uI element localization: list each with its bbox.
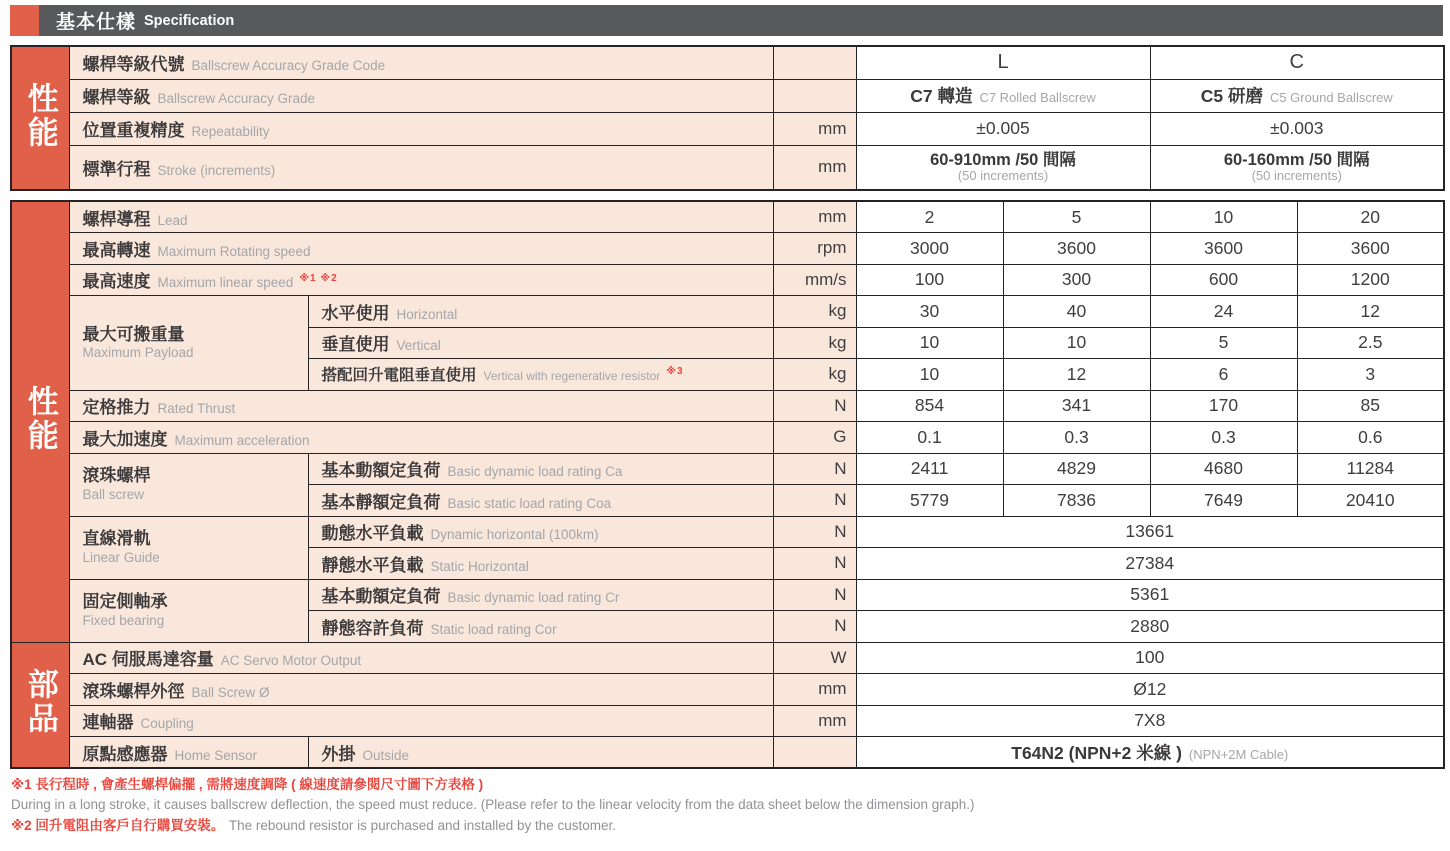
label-rotating-speed — [69, 233, 773, 265]
value-cell: 24 — [1150, 296, 1297, 328]
label-group-payload — [69, 296, 308, 391]
sidebar-parts — [11, 642, 69, 768]
label-group-linear-guide — [69, 516, 308, 579]
label-en: Ball Screw Ø — [191, 684, 270, 700]
label-en: Fixed bearing — [82, 612, 165, 628]
label-en: Stroke (increments) — [157, 162, 276, 178]
label-en: Maximum acceleration — [174, 432, 310, 448]
table-row — [11, 233, 1444, 265]
value-cell-merged: 7X8 — [856, 705, 1444, 737]
unit-cell: N — [773, 579, 856, 611]
footnote-text-gray: During in a long stroke, it causes ballscrew deflection, the speed must reduce. (Please refer to the linear velocity from the data sheet below the dimension graph.) — [11, 797, 975, 813]
label-en: Static Horizontal — [430, 558, 529, 574]
grade-spec-table — [10, 45, 1445, 191]
value-cell: 300 — [1003, 264, 1150, 296]
value-sub: (50 increments) — [1251, 168, 1342, 184]
unit-cell: N — [773, 390, 856, 422]
value-sub: (NPN+2M Cable) — [1188, 746, 1289, 762]
sidebar-label: 性能 — [22, 81, 58, 150]
table-row — [11, 579, 1444, 611]
table-row — [11, 737, 1444, 769]
table-row — [11, 705, 1444, 737]
label-en: Coupling — [140, 716, 194, 732]
label-bearing-dynamic — [308, 579, 773, 611]
value-cell: 7649 — [1150, 485, 1297, 517]
label-bearing-static — [308, 611, 773, 643]
label-en: Rated Thrust — [157, 401, 236, 417]
value-cell: 170 — [1150, 390, 1297, 422]
value-main: 60-160mm /50 間隔 — [1223, 150, 1370, 169]
table-row — [11, 46, 1444, 79]
footnote-2 — [11, 816, 1443, 836]
label-zh: 基本動額定負荷 — [321, 587, 441, 607]
footnote-text-gray: The rebound resistor is purchased and installed by the customer. — [228, 817, 617, 833]
value-cell: 0.1 — [856, 422, 1003, 454]
label-zh: 原點感應器 — [82, 744, 168, 764]
label-ballscrew-dynamic — [308, 453, 773, 485]
value-cell: 0.3 — [1150, 422, 1297, 454]
label-servo-motor — [69, 642, 773, 674]
label-zh: 固定側軸承 — [82, 592, 168, 612]
value-cell: 2 — [856, 201, 1003, 233]
value-stroke-c — [1150, 145, 1444, 190]
label-en: Linear Guide — [82, 549, 160, 565]
value-main: C5 研磨 — [1200, 86, 1263, 106]
label-ballscrew-static — [308, 485, 773, 517]
unit-cell: mm — [773, 674, 856, 706]
label-en: Ballscrew Accuracy Grade Code — [191, 58, 386, 74]
value-cell-merged: 100 — [856, 642, 1444, 674]
label-zh: 螺桿等級 — [82, 88, 151, 107]
value-cell: 5 — [1003, 201, 1150, 233]
label-zh: 外掛 — [321, 744, 356, 764]
value-cell: 85 — [1297, 390, 1444, 422]
label-zh: 最高轉速 — [82, 240, 151, 260]
label-screw-od — [69, 674, 773, 706]
table-row — [11, 79, 1444, 112]
value-cell: 3600 — [1297, 233, 1444, 265]
sidebar-label: 部品 — [22, 668, 58, 737]
unit-cell: mm/s — [773, 264, 856, 296]
sidebar-label: 性能 — [22, 385, 58, 454]
unit-cell: kg — [773, 296, 856, 328]
value-cell: 2.5 — [1297, 327, 1444, 359]
value-cell: 3600 — [1003, 233, 1150, 265]
label-en: Dynamic horizontal (100km) — [430, 527, 599, 543]
label-payload-vertical — [308, 327, 773, 359]
label-lead — [69, 201, 773, 233]
unit-cell: mm — [773, 201, 856, 233]
label-zh: 基本動額定負荷 — [321, 461, 441, 481]
value-cell: 20 — [1297, 201, 1444, 233]
label-en: Home Sensor — [174, 747, 258, 763]
footnote-ref: ※3 — [666, 366, 684, 378]
value-cell: 5779 — [856, 485, 1003, 517]
value-main: T64N2 (NPN+2 米線 ) — [1011, 742, 1182, 763]
value-cell: 3000 — [856, 233, 1003, 265]
table-row — [11, 453, 1444, 485]
label-zh: 螺桿等級代號 — [82, 55, 185, 75]
label-en: Vertical — [396, 338, 441, 354]
table-row — [11, 145, 1444, 190]
label-max-acceleration — [69, 422, 773, 454]
label-group-ballscrew — [69, 453, 308, 516]
value-cell: 4829 — [1003, 453, 1150, 485]
label-en: Outside — [362, 747, 410, 763]
value-sub: C7 Rolled Ballscrew — [979, 90, 1096, 105]
value-cell-merged — [856, 737, 1444, 769]
table-row — [11, 516, 1444, 548]
page-title-en: Specification — [144, 12, 235, 29]
value-cell: 341 — [1003, 390, 1150, 422]
footnote-1-zh — [11, 775, 1443, 795]
value-cell: 12 — [1297, 296, 1444, 328]
label-en: Ballscrew Accuracy Grade — [157, 91, 316, 106]
value-sub: C5 Ground Ballscrew — [1269, 90, 1393, 105]
unit-cell: G — [773, 422, 856, 454]
value-cell: 0.3 — [1003, 422, 1150, 454]
value-cell: 600 — [1150, 264, 1297, 296]
label-guide-dynamic — [308, 516, 773, 548]
value-repeatability-l: ±0.005 — [856, 112, 1150, 145]
value-cell: 20410 — [1297, 485, 1444, 517]
unit-cell: rpm — [773, 233, 856, 265]
value-cell: 10 — [856, 327, 1003, 359]
value-cell: 3 — [1297, 359, 1444, 391]
value-cell: 11284 — [1297, 453, 1444, 485]
unit-cell: N — [773, 485, 856, 517]
label-zh: 最高速度 — [82, 272, 151, 292]
unit-cell — [773, 79, 856, 112]
accent-square — [10, 5, 39, 36]
label-en: Maximum Payload — [82, 344, 194, 360]
value-sub: (50 increments) — [957, 168, 1049, 184]
value-stroke-l — [856, 145, 1150, 190]
table-row — [11, 296, 1444, 328]
unit-cell: N — [773, 611, 856, 643]
value-cell: 2411 — [856, 453, 1003, 485]
sidebar-performance-main — [11, 201, 69, 642]
unit-cell: kg — [773, 359, 856, 391]
label-rated-thrust — [69, 390, 773, 422]
table-row — [11, 422, 1444, 454]
label-zh: 連軸器 — [82, 713, 134, 733]
footnote-1-en — [11, 795, 1443, 815]
label-zh: 位置重複精度 — [82, 121, 185, 140]
label-en: Lead — [157, 212, 188, 228]
label-zh: 滾珠螺桿外徑 — [82, 681, 185, 701]
label-payload-regen-vertical — [308, 359, 773, 391]
label-zh: 最大可搬重量 — [82, 324, 185, 344]
value-cell: 6 — [1150, 359, 1297, 391]
section-header — [10, 5, 1443, 36]
label-payload-horizontal — [308, 296, 773, 328]
section-header-bar — [39, 5, 1443, 36]
table-row — [11, 642, 1444, 674]
value-cell: 0.6 — [1297, 422, 1444, 454]
label-en: Basic dynamic load rating Cr — [447, 590, 620, 606]
table-row — [11, 390, 1444, 422]
table-row — [11, 201, 1444, 233]
label-en: Basic dynamic load rating Ca — [447, 464, 623, 480]
value-cell: 30 — [856, 296, 1003, 328]
label-en: Ball screw — [82, 486, 145, 502]
label-zh: 搭配回升電阻垂直使用 — [321, 367, 477, 385]
footnote-text-red: ※2 回升電阻由客戶自行購買安裝。 — [11, 817, 225, 833]
label-zh: 最大加速度 — [82, 429, 168, 449]
value-cell-merged: 2880 — [856, 611, 1444, 643]
value-grade-code-c: C — [1150, 46, 1444, 79]
value-grade-code-l: L — [856, 46, 1150, 79]
label-zh: 垂直使用 — [321, 335, 390, 355]
performance-spec-table — [10, 200, 1445, 769]
label-grade-code — [69, 46, 773, 79]
value-cell-merged: 13661 — [856, 516, 1444, 548]
label-home-sensor — [69, 737, 308, 769]
table-row — [11, 112, 1444, 145]
value-cell: 4680 — [1150, 453, 1297, 485]
value-cell: 854 — [856, 390, 1003, 422]
label-grade — [69, 79, 773, 112]
unit-cell — [773, 46, 856, 79]
label-coupling — [69, 705, 773, 737]
value-cell: 12 — [1003, 359, 1150, 391]
unit-cell: mm — [773, 145, 856, 190]
value-cell: 3600 — [1150, 233, 1297, 265]
label-sensor-outside — [308, 737, 773, 769]
value-cell: 7836 — [1003, 485, 1150, 517]
footnote-text-red: ※1 長行程時 , 會產生螺桿偏擺 , 需將速度調降 ( 線速度請參閱尺寸圖下方表格 ) — [11, 777, 484, 792]
label-zh: 基本靜額定負荷 — [321, 492, 441, 512]
label-zh: 靜態容許負荷 — [321, 618, 424, 638]
unit-cell: N — [773, 453, 856, 485]
unit-cell: mm — [773, 705, 856, 737]
value-cell: 10 — [856, 359, 1003, 391]
label-en: Basic static load rating Coa — [447, 495, 612, 511]
value-cell: 5 — [1150, 327, 1297, 359]
label-en: Repeatability — [191, 124, 270, 139]
label-zh: 直線滑軌 — [82, 529, 151, 549]
table-row — [11, 264, 1444, 296]
unit-cell: N — [773, 516, 856, 548]
unit-cell: kg — [773, 327, 856, 359]
label-zh: AC 伺服馬達容量 — [82, 650, 214, 670]
table-row — [11, 674, 1444, 706]
value-cell: 1200 — [1297, 264, 1444, 296]
label-zh: 滾珠螺桿 — [82, 466, 151, 486]
label-zh: 水平使用 — [321, 303, 390, 323]
label-group-fixed-bearing — [69, 579, 308, 642]
value-grade-c — [1150, 79, 1444, 112]
value-cell-merged: Ø12 — [856, 674, 1444, 706]
sidebar-performance-top — [11, 46, 69, 190]
footnotes — [10, 775, 1443, 836]
label-en: Maximum Rotating speed — [157, 243, 311, 259]
label-stroke — [69, 145, 773, 190]
value-cell: 10 — [1003, 327, 1150, 359]
footnote-ref: ※1 ※2 — [299, 273, 338, 285]
label-linear-speed — [69, 264, 773, 296]
page-title-zh: 基本仕樣 — [56, 12, 137, 33]
value-cell: 100 — [856, 264, 1003, 296]
value-repeatability-c: ±0.003 — [1150, 112, 1444, 145]
label-guide-static — [308, 548, 773, 580]
unit-cell: W — [773, 642, 856, 674]
label-en: Horizontal — [396, 306, 458, 322]
label-zh: 螺桿導程 — [82, 209, 151, 229]
label-zh: 動態水平負載 — [321, 524, 424, 544]
value-grade-l — [856, 79, 1150, 112]
unit-cell: mm — [773, 112, 856, 145]
value-cell-merged: 27384 — [856, 548, 1444, 580]
value-cell-merged: 5361 — [856, 579, 1444, 611]
label-en: Maximum linear speed — [157, 275, 294, 291]
label-repeatability — [69, 112, 773, 145]
label-zh: 定格推力 — [82, 398, 151, 418]
label-en: Vertical with regenerative resistor — [483, 369, 661, 384]
label-zh: 靜態水平負載 — [321, 555, 424, 575]
label-en: Static load rating Cor — [430, 621, 557, 637]
label-en: AC Servo Motor Output — [220, 653, 362, 669]
value-main: C7 轉造 — [910, 86, 973, 106]
unit-cell — [773, 737, 856, 769]
label-zh: 標準行程 — [82, 159, 151, 179]
value-cell: 40 — [1003, 296, 1150, 328]
value-cell: 10 — [1150, 201, 1297, 233]
value-main: 60-910mm /50 間隔 — [930, 150, 1076, 169]
unit-cell: N — [773, 548, 856, 580]
